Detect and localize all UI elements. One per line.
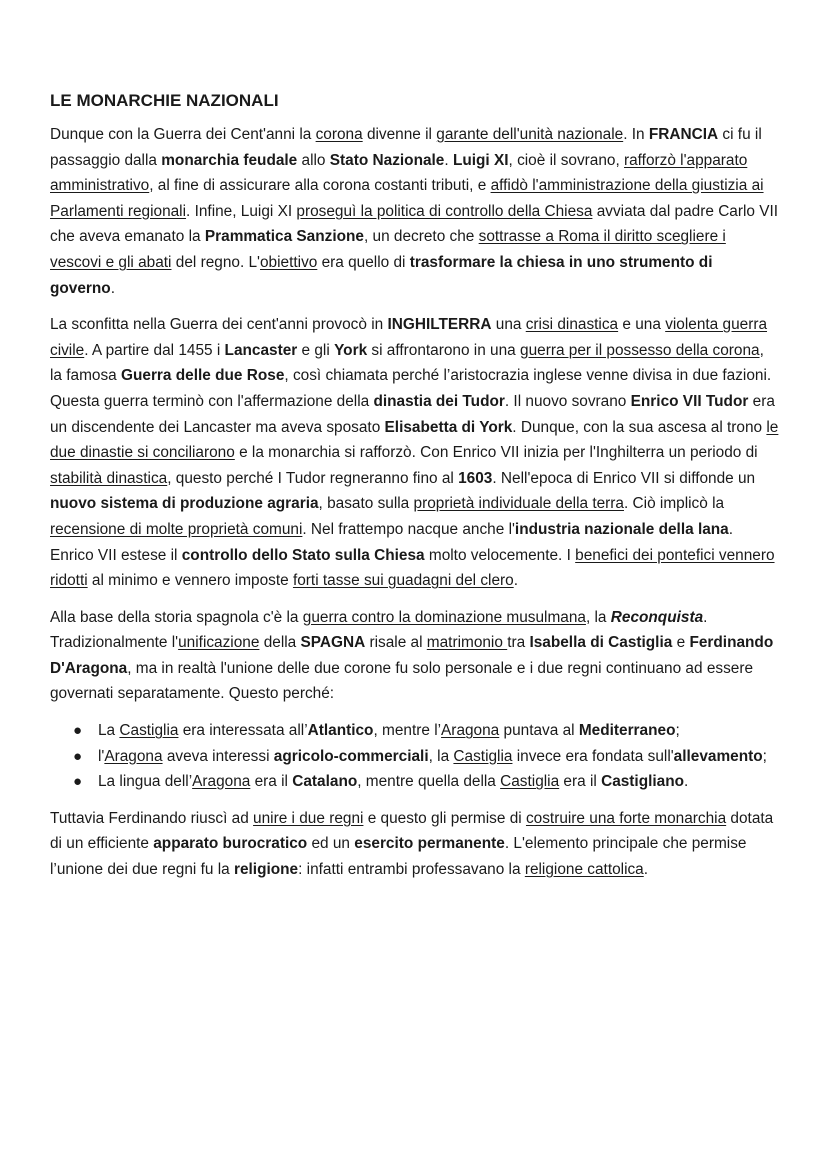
text-run: e una xyxy=(618,316,666,334)
text-run: . Nel frattempo nacque anche l' xyxy=(302,520,515,538)
text-run: . xyxy=(684,773,689,791)
bold-text: Elisabetta di York xyxy=(384,418,513,436)
underlined-text: costruire una forte monarchia xyxy=(525,809,727,827)
bold-text: Isabella di Castiglia xyxy=(529,634,673,652)
text-run: : infatti entrambi professavano la xyxy=(298,861,525,879)
text-run: e xyxy=(672,634,690,652)
list-item xyxy=(73,769,780,795)
text-run: Tuttavia Ferdinando riuscì ad xyxy=(50,809,254,827)
underlined-text: garante dell'unità nazionale xyxy=(436,126,624,143)
text-run: . Dunque, con la sua ascesa al trono xyxy=(512,418,767,436)
text-run: . xyxy=(444,151,453,169)
bullet-icon: ● xyxy=(73,722,83,740)
bold-text: nuovo sistema di produzione agraria xyxy=(50,495,319,513)
bold-text: FRANCIA xyxy=(648,126,719,143)
document-page xyxy=(50,88,780,894)
text-run: . xyxy=(643,861,649,879)
underlined-text: rafforzò l'apparato amministrativo xyxy=(50,151,748,195)
text-run: ; xyxy=(762,747,767,765)
bold-text: Lancaster xyxy=(224,341,298,359)
text-run: . xyxy=(513,572,518,590)
bullet-icon: ● xyxy=(73,747,83,765)
list-item-text xyxy=(98,773,688,790)
text-run: puntava al xyxy=(499,722,579,740)
text-run: invece era fondata sull' xyxy=(512,747,674,765)
text-run: ; xyxy=(675,722,680,740)
paragraph-francia xyxy=(50,122,780,301)
text-run: e gli xyxy=(297,341,335,359)
underlined-text: forti tasse sui guadagni del clero xyxy=(292,572,514,590)
document-title: LE MONARCHIE NAZIONALI xyxy=(50,91,279,110)
text-run: . A partire dal 1455 i xyxy=(84,341,225,359)
text-run: La xyxy=(98,722,120,740)
list-item xyxy=(73,718,780,744)
text-run: , così chiamata perché l’aristocrazia inglese venne divisa in due fazioni. Questa guerra terminò con l'affermazione della xyxy=(50,367,772,410)
text-run: . Il nuovo sovrano xyxy=(504,392,631,410)
paragraph-spagna xyxy=(50,605,780,707)
bullet-icon: ● xyxy=(73,773,83,791)
text-run: Alla base della storia spagnola c'è la xyxy=(50,608,303,626)
text-run: Dunque con la Guerra dei Cent'anni la xyxy=(50,126,316,143)
underlined-text: violenta guerra civile xyxy=(50,316,768,359)
bold-text: allevamento xyxy=(673,747,763,765)
paragraph-inghilterra xyxy=(50,312,780,594)
text-run: , la xyxy=(428,747,454,765)
text-run: e questo gli permise di xyxy=(363,809,526,827)
text-run: . Infine, Luigi XI xyxy=(186,202,297,220)
underlined-text: Castiglia xyxy=(119,722,179,740)
text-run: , cioè il sovrano, xyxy=(508,151,624,169)
underlined-text: guerra per il possesso della corona xyxy=(520,341,760,359)
text-run: l' xyxy=(98,747,105,765)
text-run: era quello di xyxy=(317,253,410,271)
text-run: , mentre quella della xyxy=(357,773,501,791)
text-run: . Nell'epoca di Enrico VII si diffonde un xyxy=(492,469,756,487)
text-run: era interessata all’ xyxy=(178,722,308,740)
text-run: La sconfitta nella Guerra dei cent'anni provocò in xyxy=(50,316,388,334)
underlined-text: unificazione xyxy=(178,634,260,652)
underlined-text: affidò l'amministrazione della giustizia ai Parlamenti regionali xyxy=(50,177,764,220)
text-run: tra xyxy=(507,634,530,652)
text-run: . xyxy=(110,279,115,297)
text-run: , la famosa xyxy=(50,341,764,385)
list-item xyxy=(73,744,780,770)
bold-text: apparato burocratico xyxy=(153,835,308,853)
underlined-text: matrimonio xyxy=(426,634,508,652)
text-run: , mentre l’ xyxy=(373,722,442,740)
bold-text: industria nazionale della lana xyxy=(514,520,729,538)
underlined-text: recensione di molte proprietà comuni xyxy=(50,520,303,538)
underlined-text: proprietà individuale della terra xyxy=(413,495,624,513)
bold-text: 1603 xyxy=(458,469,493,487)
bold-text: Ferdinando D'Aragona xyxy=(50,634,774,677)
text-run: , ma in realtà l'unione delle due corone fu solo personale e i due regni continuano ad essere governati separatamente. Questo perché: xyxy=(50,659,754,703)
text-run: , questo perché I Tudor regneranno fino al xyxy=(167,469,459,487)
bold-text: Castigliano xyxy=(601,773,685,791)
text-run: al minimo e vennero imposte xyxy=(87,572,293,590)
text-run: , un decreto che xyxy=(363,228,479,246)
bold-text: Atlantico xyxy=(307,722,374,740)
underlined-text: corona xyxy=(315,126,363,143)
text-run: , la xyxy=(585,608,611,626)
bold-text: monarchia feudale xyxy=(161,151,298,169)
text-run: era il xyxy=(559,773,602,791)
underlined-text: Castiglia xyxy=(453,747,513,765)
underlined-text: Castiglia xyxy=(500,773,560,791)
text-run: avviata dal padre Carlo VII che aveva emanato la xyxy=(50,202,779,246)
text-run: . Enrico VII estese il xyxy=(50,520,734,564)
text-run: ed un xyxy=(307,835,355,853)
underlined-text: Aragona xyxy=(441,722,500,740)
bullet-list xyxy=(50,718,780,795)
bold-text: York xyxy=(334,341,368,359)
text-run: risale al xyxy=(365,634,427,652)
underlined-text: benefici dei pontefici vennero ridotti xyxy=(50,546,775,590)
bold-text: esercito permanente xyxy=(354,835,505,853)
bold-text: INGHILTERRA xyxy=(387,316,492,334)
text-run: La lingua dell’ xyxy=(98,773,193,791)
bold-text: agricolo-commerciali xyxy=(273,747,429,765)
underlined-text: crisi dinastica xyxy=(525,316,619,334)
list-item-text xyxy=(98,748,767,765)
underlined-text: sottrasse a Roma il diritto scegliere i vescovi e gli abati xyxy=(50,228,726,271)
underlined-text: unire i due regni xyxy=(253,809,364,827)
text-run: allo xyxy=(297,151,330,169)
text-run: dotata di un efficiente xyxy=(50,809,774,853)
underlined-text: religione cattolica xyxy=(524,861,644,879)
text-run: ci fu il passaggio dalla xyxy=(50,126,762,169)
text-run: , al fine di assicurare alla corona costanti tributi, e xyxy=(149,177,491,195)
text-run: . Ciò implicò la xyxy=(623,495,725,513)
paragraph-conclusione xyxy=(50,806,780,883)
text-run: molto velocemente. I xyxy=(424,546,576,564)
bold-text: Prammatica Sanzione xyxy=(204,228,364,246)
text-run: . Tradizionalmente l' xyxy=(50,608,708,652)
text-run: della xyxy=(259,634,301,652)
underlined-text: guerra contro la dominazione musulmana xyxy=(302,608,586,626)
bold-text: Luigi XI xyxy=(452,151,509,169)
text-run: . In xyxy=(623,126,649,143)
bold-text: Mediterraneo xyxy=(578,722,676,740)
bold-text: SPAGNA xyxy=(300,634,366,652)
bold-text: Enrico VII Tudor xyxy=(630,392,749,410)
underlined-text: le due dinastie si conciliarono xyxy=(50,418,779,462)
text-run: aveva interessi xyxy=(162,747,274,765)
bold-text: Guerra delle due Rose xyxy=(121,367,285,385)
text-run: una xyxy=(491,316,526,334)
underlined-text: stabilità dinastica xyxy=(50,469,168,487)
underlined-text: proseguì la politica di controllo della Chiesa xyxy=(296,202,593,220)
bold-text: trasformare la chiesa in uno strumento di governo xyxy=(50,253,713,297)
text-run: era il xyxy=(250,773,293,791)
bold-text: Reconquista xyxy=(610,608,704,626)
text-run: del regno. L' xyxy=(171,253,260,271)
list-item-text xyxy=(98,722,680,739)
text-run: era un discendente dei Lancaster ma aveva sposato xyxy=(50,392,775,436)
underlined-text: Aragona xyxy=(192,773,251,791)
text-run: , basato sulla xyxy=(318,495,414,513)
bold-text: Catalano xyxy=(292,773,358,791)
bold-text: controllo dello Stato sulla Chiesa xyxy=(181,546,425,564)
text-run: e la monarchia si rafforzò. Con Enrico VII inizia per l'Inghilterra un periodo di xyxy=(234,444,758,462)
underlined-text: obiettivo xyxy=(260,253,318,271)
text-run: si affrontarono in una xyxy=(367,341,521,359)
underlined-text: Aragona xyxy=(104,747,163,765)
bold-text: religione xyxy=(233,861,299,879)
text-run: divenne il xyxy=(362,126,437,143)
bold-text: Stato Nazionale xyxy=(329,151,445,169)
text-run: . L'elemento principale che permise l’unione dei due regni fu la xyxy=(50,835,747,879)
bold-text: dinastia dei Tudor xyxy=(373,392,505,410)
